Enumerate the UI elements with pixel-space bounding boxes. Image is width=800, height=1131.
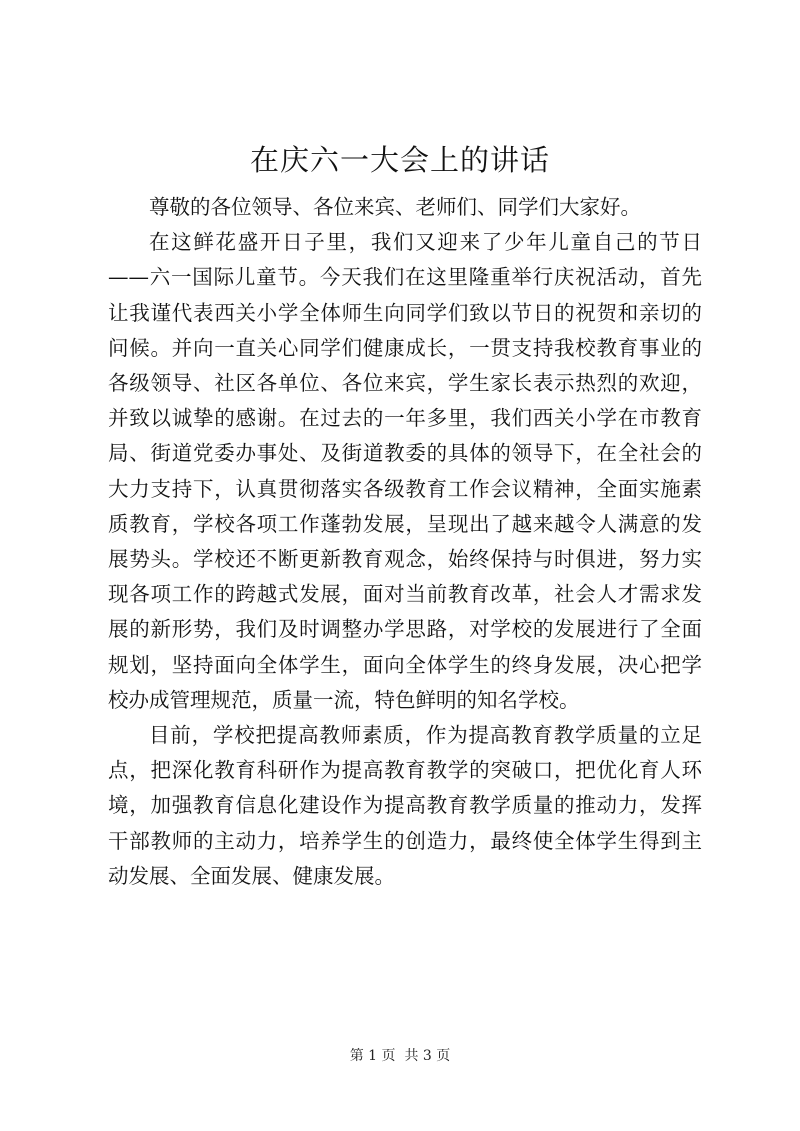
- paragraph-goals: 目前，学校把提高教师素质，作为提高教育教学质量的立足点，把深化教育科研作为提高教育教学的突破口，把优化育人环境，加强教育信息化建设作为提高教育教学质量的推动力，发挥干部教师的主动力，培养学生的创造力，最终使全体学生得到主动发展、全面发展、健康发展。: [108, 723, 702, 888]
- document-body: [108, 190, 702, 894]
- page-title: 在庆六一大会上的讲话: [249, 143, 550, 177]
- paragraph-main: 在这鲜花盛开日子里，我们又迎来了少年儿童自己的节日——六一国际儿童节。今天我们在这里隆重举行庆祝活动，首先让我谨代表西关小学全体师生向同学们致以节日的祝贺和亲切的问候。并向一直关心同学们健康成长，一贯支持我校教育事业的各级领导、社区各单位、各位来宾，学生家长表示热烈的欢迎，并致以诚挚的感谢。在过去的一年多里，我们西关小学在市教育局、街道党委办事处、及街道教委的具体的领导下，在全社会的大力支持下，认真贯彻落实各级教育工作会议精神，全面实施素质教育，学校各项工作蓬勃发展，呈现出了越来越令人满意的发展势头。学校还不断更新教育观念，始终保持与时俱进，努力实现各项工作的跨越式发展，面对当前教育改革，社会人才需求发展的新形势，我们及时调整办学思路，对学校的发展进行了全面规划，坚持面向全体学生，面向全体学生的终身发展，决心把学校办成管理规范，质量一流，特色鲜明的知名学校。: [108, 230, 702, 712]
- paragraph-greeting: 尊敬的各位领导、各位来宾、老师们、同学们大家好。: [149, 195, 641, 219]
- page-footer: 第 1 页 共 3 页: [349, 1048, 451, 1064]
